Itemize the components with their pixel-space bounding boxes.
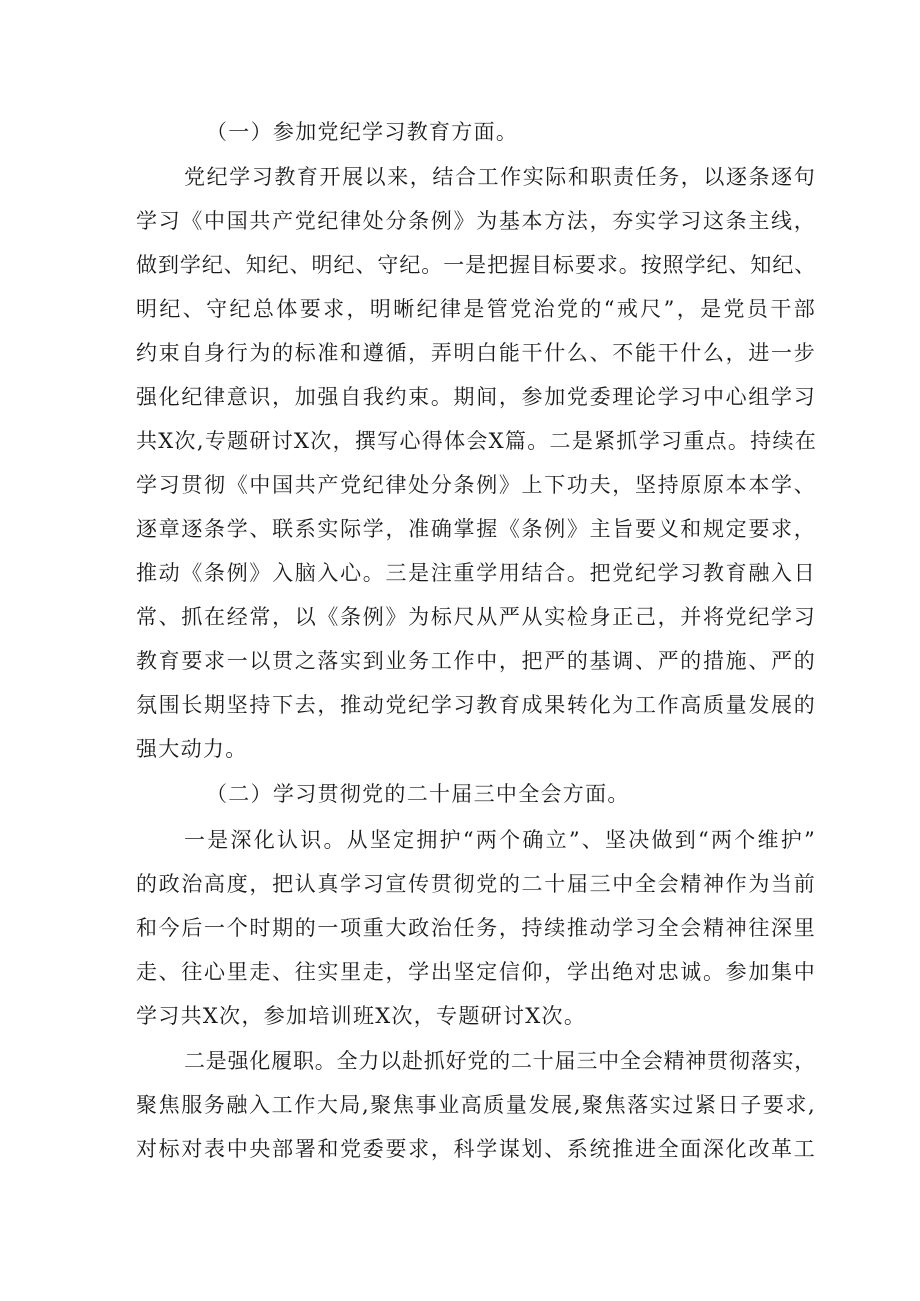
paragraph-line: 约束自身行为的标准和遵循，弄明白能干什么、不能干什么，进一步 bbox=[136, 341, 816, 365]
paragraph-line: 学习共X次，参加培训班X次，专题研讨X次。 bbox=[136, 1004, 587, 1028]
paragraph-line: 对标对表中央部署和党委要求，科学谋划、系统推进全面深化改革工 bbox=[136, 1137, 816, 1161]
paragraph-line: 明纪、守纪总体要求，明晰纪律是管党治党的“戒尺”，是党员干部 bbox=[136, 297, 816, 321]
section-heading-1: （一）参加党纪学习教育方面。 bbox=[206, 120, 519, 144]
paragraph-line: 做到学纪、知纪、明纪、守纪。一是把握目标要求。按照学纪、知纪、 bbox=[136, 253, 816, 277]
paragraph-line: 强大动力。 bbox=[136, 737, 248, 761]
paragraph-line: 走、往心里走、往实里走，学出坚定信仰，学出绝对忠诚。参加集中 bbox=[136, 960, 816, 984]
paragraph-line: 共X次,专题研讨X次，撰写心得体会X篇。二是紧抓学习重点。持续在 bbox=[136, 429, 818, 453]
paragraph-line: 氛围长期坚持下去，推动党纪学习教育成果转化为工作高质量发展的 bbox=[136, 693, 816, 717]
paragraph-line: 强化纪律意识，加强自我约束。期间，参加党委理论学习中心组学习 bbox=[136, 385, 816, 409]
paragraph-line: 聚焦服务融入工作大局,聚焦事业高质量发展,聚焦落实过紧日子要求, bbox=[136, 1093, 816, 1117]
paragraph-line: 学习贯彻《中国共产党纪律处分条例》上下功夫，坚持原原本本学、 bbox=[136, 473, 816, 497]
paragraph-line: 教育要求一以贯之落实到业务工作中，把严的基调、严的措施、严的 bbox=[136, 649, 816, 673]
paragraph-line: 推动《条例》入脑入心。三是注重学用结合。把党纪学习教育融入日 bbox=[136, 561, 816, 585]
paragraph-line: 的政治高度，把认真学习宣传贯彻党的二十届三中全会精神作为当前 bbox=[136, 872, 816, 896]
section-heading-2: （二）学习贯彻党的二十届三中全会方面。 bbox=[206, 782, 630, 806]
paragraph-line: 学习《中国共产党纪律处分条例》为基本方法，夯实学习这条主线， bbox=[136, 209, 816, 233]
paragraph-line: 二是强化履职。全力以赴抓好党的二十届三中全会精神贯彻落实， bbox=[184, 1049, 816, 1073]
paragraph-line: 逐章逐条学、联系实际学，准确掌握《条例》主旨要义和规定要求， bbox=[136, 517, 816, 541]
paragraph-line: 和今后一个时期的一项重大政治任务，持续推动学习全会精神往深里 bbox=[136, 916, 816, 940]
paragraph-line: 常、抓在经常，以《条例》为标尺从严从实检身正己，并将党纪学习 bbox=[136, 605, 816, 629]
paragraph-line: 党纪学习教育开展以来，结合工作实际和职责任务，以逐条逐句 bbox=[184, 165, 816, 189]
paragraph-line: 一是深化认识。从坚定拥护“两个确立”、坚决做到“两个维护” bbox=[184, 828, 816, 852]
